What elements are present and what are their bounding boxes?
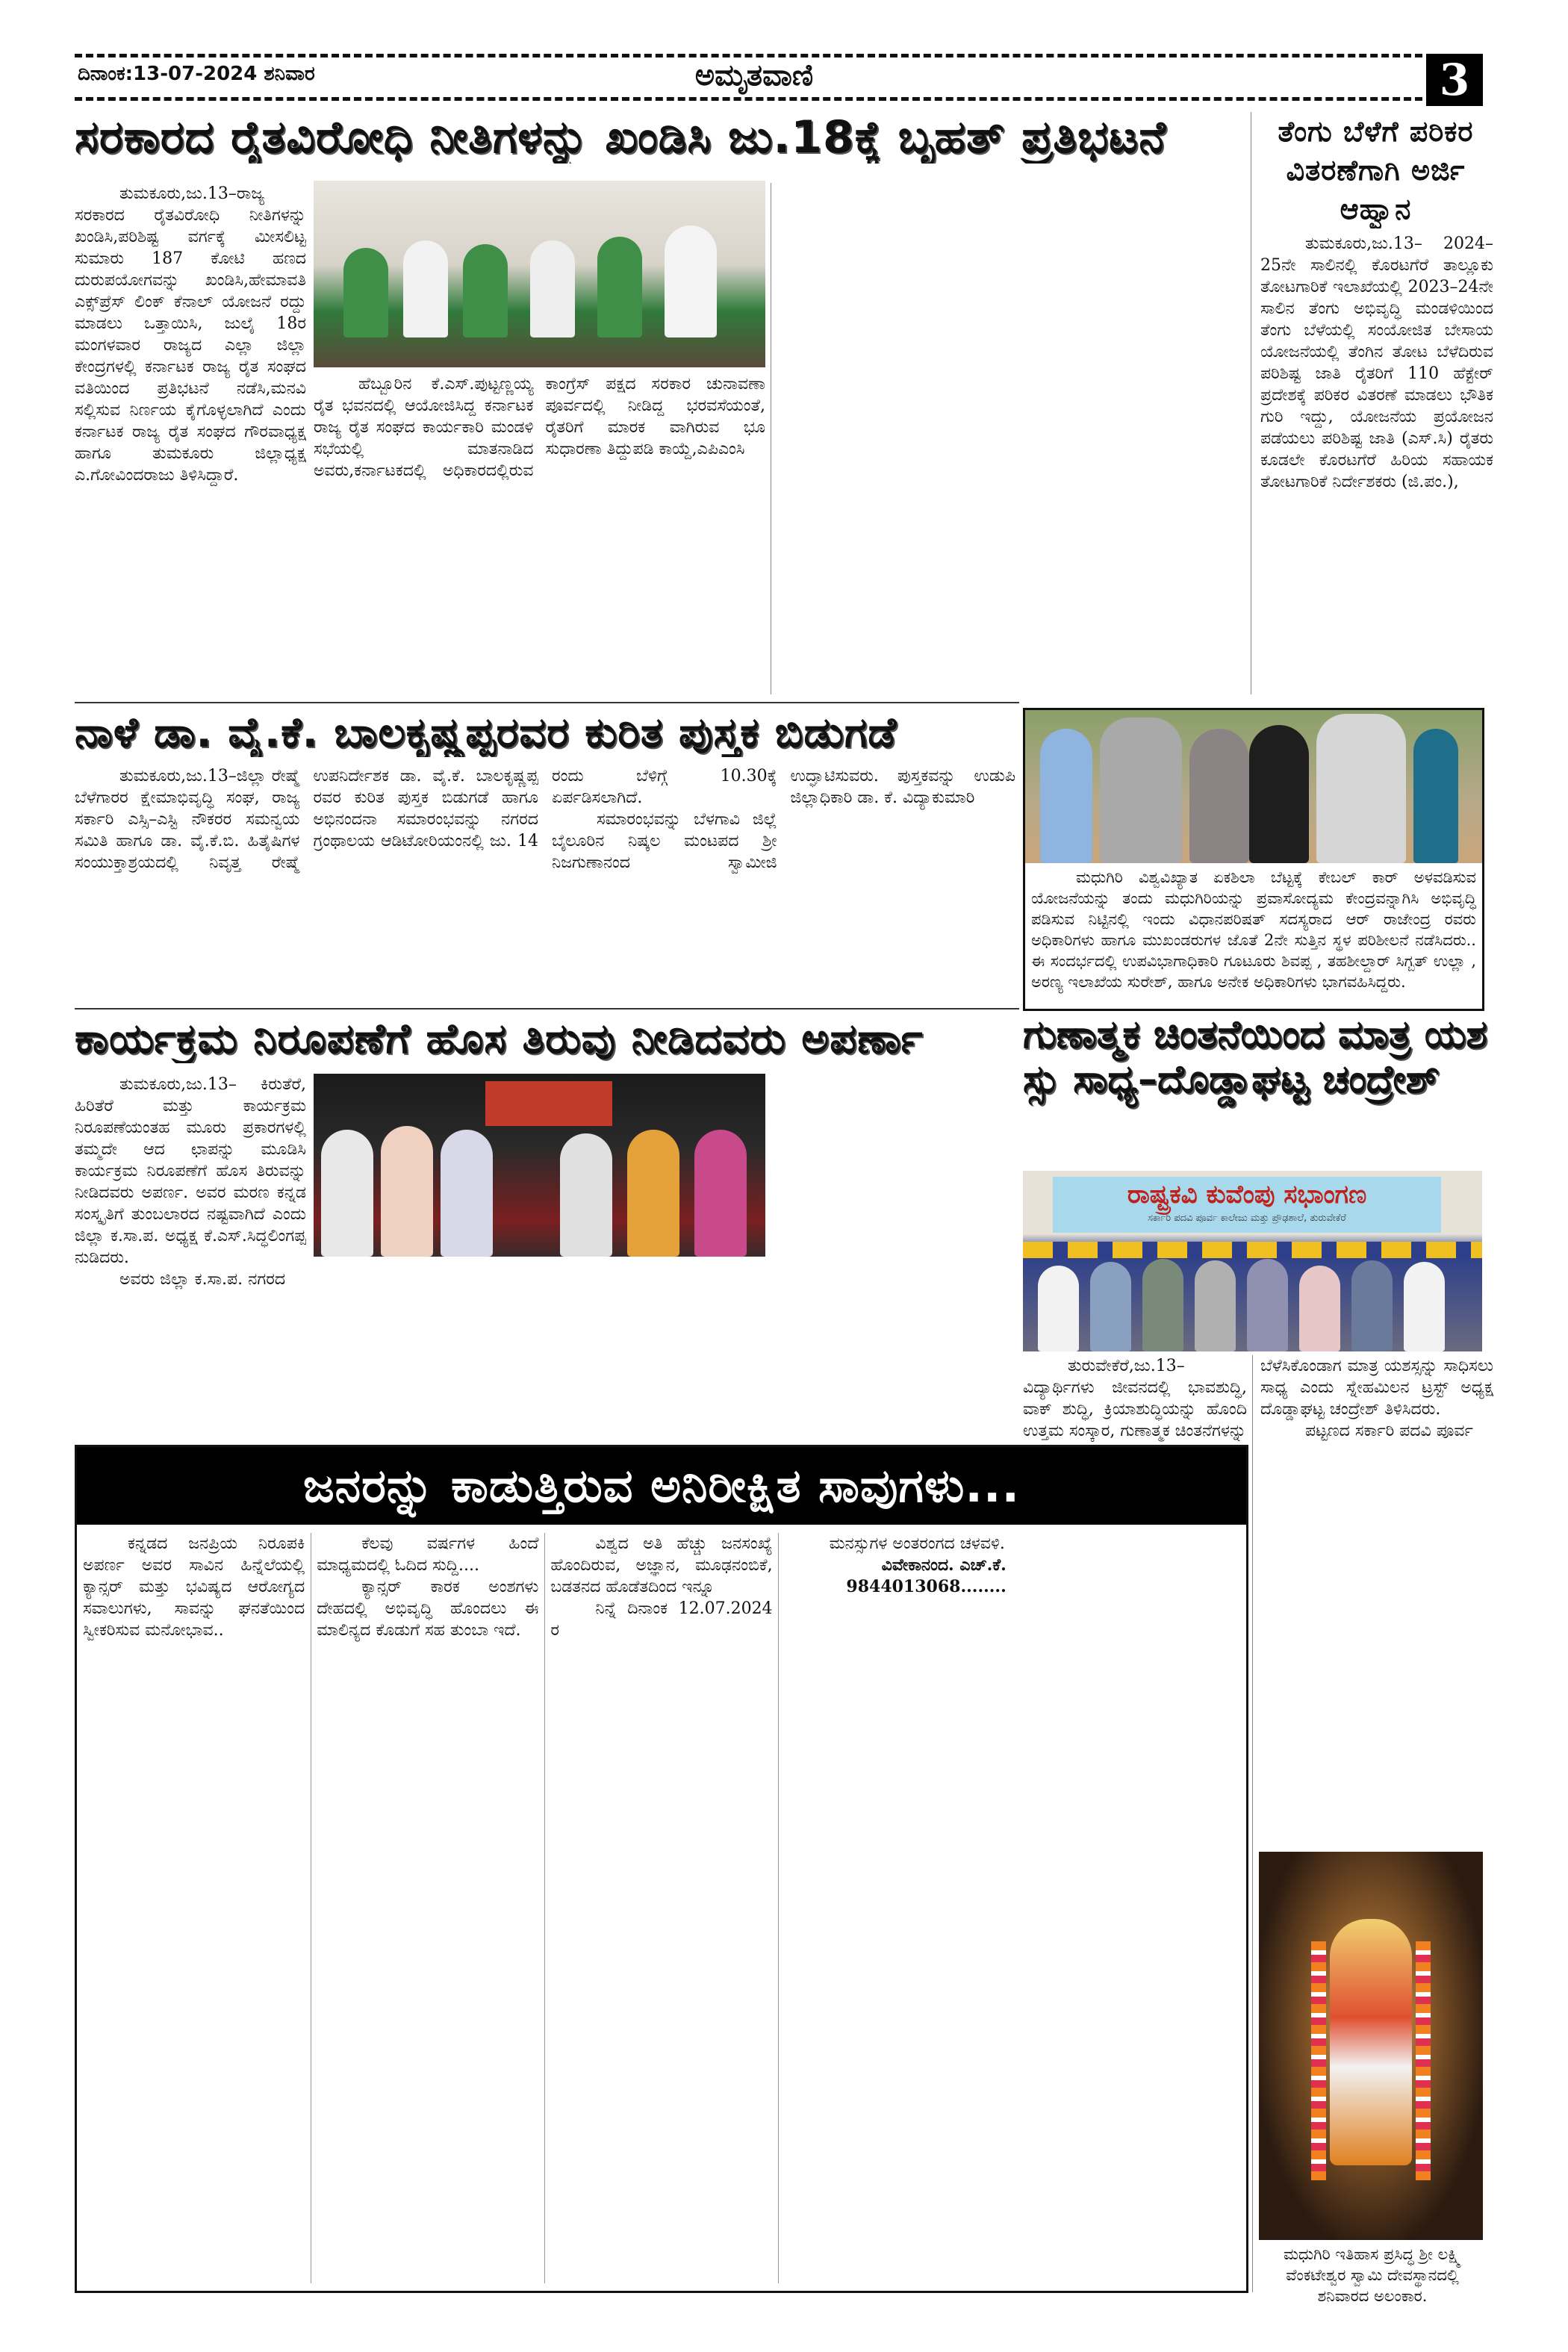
photo-madhugiri-visit [1025, 710, 1482, 863]
paragraph: ತುಮಕೂರು,ಜು.13–ಜಿಲ್ಲಾ ರೇಷ್ಮೆ ಬೆಳೆಗಾರರ ಕ್ಷೇಮಾಭಿವೃದ್ಧಿ ಸಂಘ, ರಾಜ್ಯ ಸರ್ಕಾರಿ ಎಸ್ಸಿ–ಎಸ್ಟಿ ನೌಕರರ ಸಮನ್ವಯ ಸಮಿತಿ ಹಾಗೂ ಡಾ. ವೈ.ಕೆ.ಬಿ. ಹಿತೈಷಿಗಳ ಸಂಯುಕ್ತಾಶ್ರಯದಲ್ಲಿ ನಿವೃತ್ತ ರೇಷ್ಮೆ ಉಪನಿರ್ದೇಶಕ ಡಾ. ವೈ.ಕೆ. ಬಾಲಕೃಷ್ಣಪ್ಪ ರವರ ಕುರಿತ ಪುಸ್ತಕ ಬಿಡುಗಡೆ ಹಾಗೂ ಅಭಿನಂದನಾ ಸಮಾರಂಭವನ್ನು ನಗರದ ಗ್ರಂಥಾಲಯ ಆಡಿಟೋರಿಯಂನಲ್ಲಿ ಜು. 14 ರಂದು ಬೆಳಿಗ್ಗೆ 10.30ಕ್ಕೆ ಏರ್ಪಡಿಸಲಾಗಿದೆ. [75, 767, 777, 872]
photo-kuvempu-hall-group [1023, 1171, 1482, 1351]
author-name: ವಿವೇಕಾನಂದ. ಎಚ್.ಕೆ. [881, 1555, 1007, 1575]
author-phone: 9844013068........ [846, 1577, 1007, 1596]
header-bottom-rule [75, 97, 1422, 101]
headline-farmers-protest: ಸರಕಾರದ ರೈತವಿರೋಧಿ ನೀತಿಗಳನ್ನು ಖಂಡಿಸಿ ಜು.18ಕ್ಕೆ ಬೃಹತ್ ಪ್ರತಿಭಟನೆ [75, 112, 1166, 164]
caption-temple: ಮಧುಗಿರಿ ಇತಿಹಾಸ ಪ್ರಸಿದ್ಧ ಶ್ರೀ ಲಕ್ಷ್ಮಿ ವೆಂಕಟೇಶ್ವರ ಸ್ವಾಮಿ ದೇವಸ್ಥಾನದಲ್ಲಿ ಶನಿವಾರದ ಅಲಂಕಾರ. [1283, 2245, 1462, 2305]
madhugiri-photo-box [1023, 708, 1484, 1011]
headline-unexpected-deaths: ಜನರನ್ನು ಕಾಡುತ್ತಿರುವ ಅನಿರೀಕ್ಷಿತ ಸಾವುಗಳು... [302, 1458, 1021, 1513]
article-farmers-protest-col3 [777, 183, 1243, 694]
photo-aparna-tribute-event [314, 1074, 765, 1257]
paragraph: ನಿನ್ನೆ ದಿನಾಂಕ 12.07.2024 ರ [550, 1599, 773, 1640]
photo-farmers-meeting [314, 181, 765, 367]
paragraph: ಬೆಳೆಸಿಕೊಂಡಾಗ ಮಾತ್ರ ಯಶಸ್ಸನ್ನು ಸಾಧಿಸಲು ಸಾಧ್ಯ ಎಂದು ಸ್ನೇಹಮಿಲನ ಟ್ರಸ್ಟ್ ಅಧ್ಯಕ್ಷ ದೊಡ್ಡಾಘಟ್ಟ ಚಂದ್ರೇಶ್ ತಿಳಿಸಿದರು. [1260, 1357, 1493, 1419]
photo-banner-subtitle: ಸರ್ಕಾರಿ ಪದವಿ ಪೂರ್ವ ಕಾಲೇಜು ಮತ್ತು ಪ್ರೌಢಶಾಲೆ, ತುರುವೇಕೆರೆ [1148, 1213, 1346, 1224]
photo-lakshmi-venkateshwara-temple [1259, 1852, 1483, 2240]
page-number: 3 [1426, 54, 1483, 106]
paragraph: ತುಮಕೂರು,ಜು.13– ಕಿರುತೆರೆ, ಹಿರಿತೆರೆ ಮತ್ತು ಕಾರ್ಯಕ್ರಮ ನಿರೂಪಣೆಯಂತಹ ಮೂರು ಪ್ರಕಾರಗಳಲ್ಲಿ ತಮ್ಮದೇ ಆದ ಛಾಪನ್ನು ಮೂಡಿಸಿ ಕಾರ್ಯಕ್ರಮ ನಿರೂಪಣೆಗೆ ಹೊಸ ತಿರುವನ್ನು ನೀಡಿದವರು ಅಪರ್ಣ. ಅವರ ಮರಣ ಕನ್ನಡ ಸಂಸ್ಕೃತಿಗೆ ತುಂಬಲಾರದ ನಷ್ಟವಾಗಿದೆ ಎಂದು ಜಿಲ್ಲಾ ಕ.ಸಾ.ಪ. ಅಧ್ಯಕ್ಷ ಕೆ.ಎಸ್.ಸಿದ್ಧಲಿಂಗಪ್ಪ ನುಡಿದರು. [75, 1075, 306, 1267]
article-aparna-tribute-col1 [75, 1074, 306, 1440]
paragraph: ಕ್ಯಾನ್ಸರ್ ಕಾರಕ ಅಂಶಗಳು ದೇಹದಲ್ಲಿ ಅಭಿವೃದ್ಧಿ ಹೊಂದಲು ಈ ಮಾಲಿನ್ಯದ ಕೊಡುಗೆ ಸಹ ತುಂಬಾ ಇದೆ. [317, 1578, 539, 1640]
caption-madhugiri-visit: ಮಧುಗಿರಿ ವಿಶ್ವವಿಖ್ಯಾತ ಏಕಶಿಲಾ ಬೆಟ್ಟಕ್ಕೆ ಕೇಬಲ್ ಕಾರ್ ಅಳವಡಿಸುವ ಯೋಜನೆಯನ್ನು ತಂದು ಮಧುಗಿರಿಯನ್ನು ಪ್ರವಾಸೋದ್ಯಮ ಕೇಂದ್ರವನ್ನಾಗಿಸಿ ಅಭಿವೃದ್ಧಿ ಪಡಿಸುವ ನಿಟ್ಟಿನಲ್ಲಿ ಇಂದು ವಿಧಾನಪರಿಷತ್ ಸದಸ್ಯರಾದ ಆರ್ ರಾಜೇಂದ್ರ ರವರು ಅಧಿಕಾರಿಗಳು ಹಾಗೂ ಮುಖಂಡರುಗಳ ಜೊತೆ 2ನೇ ಸುತ್ತಿನ ಸ್ಥಳ ಪರಿಶೀಲನೆ ನಡೆಸಿದರು.. ಈ ಸಂದರ್ಭದಲ್ಲಿ ಉಪವಿಭಾಗಾಧಿಕಾರಿ ಗೂಟೂರು ಶಿವಪ್ಪ , ತಹಶೀಲ್ದಾರ್ ಸಿಗ್ಬತ್ ಉಲ್ಲಾ , ಅರಣ್ಯ ಇಲಾಖೆಯ ಸುರೇಶ್, ಹಾಗೂ ಅನೇಕ ಅಧಿಕಾರಿಗಳು ಭಾಗವಹಿಸಿದ್ದರು. [1031, 868, 1476, 991]
article-unexpected-deaths [83, 1533, 1240, 2283]
article-aparna-tribute-col3 [777, 1074, 1015, 1440]
article-farmers-protest-col1 [75, 183, 306, 698]
section-divider [75, 702, 1019, 703]
paragraph: ತುರುವೇಕೆರೆ,ಜು.13– ವಿದ್ಯಾರ್ಥಿಗಳು ಜೀವನದಲ್ಲಿ ಭಾವಶುದ್ಧಿ, ವಾಕ್ ಶುದ್ಧಿ, ಕ್ರಿಯಾಶುದ್ಧಿಯನ್ನು ಹೊಂದಿ ಉತ್ತಮ ಸಂಸ್ಕಾರ, ಗುಣಾತ್ಮಕ ಚಿಂತನೆಗಳನ್ನು [1023, 1357, 1247, 1440]
article-coconut-application [1260, 233, 1493, 696]
issue-date: ದಿನಾಂಕ:13-07-2024 ಶನಿವಾರ [78, 63, 315, 85]
headline-banner [77, 1447, 1246, 1525]
header-top-rule [75, 54, 1422, 57]
headline-book-release: ನಾಳೆ ಡಾ. ವೈ.ಕೆ. ಬಾಲಕೃಷ್ಣಪ್ಪರವರ ಕುರಿತ ಪುಸ್ತಕ ಬಿಡುಗಡೆ [75, 709, 897, 757]
headline-aparna-tribute: ಕಾರ್ಯಕ್ರಮ ನಿರೂಪಣೆಗೆ ಹೊಸ ತಿರುವು ನೀಡಿದವರು ಅಪರ್ಣಾ [75, 1015, 924, 1063]
paragraph: ಕನ್ನಡದ ಜನಪ್ರಿಯ ನಿರೂಪಕಿ ಅಪರ್ಣ ಅವರ ಸಾವಿನ ಹಿನ್ನೆಲೆಯಲ್ಲಿ ಕ್ಯಾನ್ಸರ್ ಮತ್ತು ಭವಿಷ್ಯದ ಆರೋಗ್ಯದ ಸವಾಲುಗಳು, ಸಾವನ್ನು ಘನತೆಯಿಂದ ಸ್ವೀಕರಿಸುವ ಮನೋಭಾವ.. [83, 1534, 305, 1640]
article-qualitative-thinking-col2 [1260, 1355, 1493, 1833]
headline-qualitative-thinking: ಗುಣಾತ್ಮಕ ಚಿಂತನೆಯಿಂದ ಮಾತ್ರ ಯಶಸ್ಸು ಸಾಧ್ಯ–ದೊಡ್ಡಾಘಟ್ಟ ಚಂದ್ರೇಶ್ [1023, 1012, 1487, 1102]
paragraph: ಅವರು ಜಿಲ್ಲಾ ಕ.ಸಾ.ಪ. ನಗರದ [119, 1270, 286, 1289]
paragraph: ಹೆಬ್ಬೂರಿನ ಕೆ.ಎಸ್.ಪುಟ್ಟಣ್ಣಯ್ಯ ರೈತ ಭವನದಲ್ಲಿ ಆಯೋಜಿಸಿದ್ದ ಕರ್ನಾಟಕ ರಾಜ್ಯ ರೈತ ಸಂಘದ ಕಾರ್ಯಕಾರಿ ಮಂಡಳಿ ಸಭೆಯಲ್ಲಿ ಮಾತನಾಡಿದ ಅವರು,ಕರ್ನಾಟಕದಲ್ಲಿ ಅಧಿಕಾರದಲ್ಲಿರುವ ಕಾಂಗ್ರೆಸ್ ಪಕ್ಷದ ಸರಕಾರ ಚುನಾವಣಾ ಪೂರ್ವದಲ್ಲಿ ನೀಡಿದ್ದ ಭರವಸೆಯಂತೆ, ರೈತರಿಗೆ ಮಾರಕ ವಾಗಿರುವ ಭೂ ಸುಧಾರಣಾ ತಿದ್ದುಪಡಿ ಕಾಯ್ದೆ,ಎಪಿಎಂಸಿ [314, 375, 765, 480]
column-box-unexpected-deaths [75, 1445, 1248, 2293]
column-divider [1252, 1355, 1253, 2292]
paragraph: ವಿಶ್ವದ ಅತಿ ಹೆಚ್ಚು ಜನಸಂಖ್ಯೆ ಹೊಂದಿರುವ, ಅಜ್ಞಾನ, ಮೂಢನಂಬಿಕೆ, ಬಡತನದ ಹೊಡೆತದಿಂದ ಇನ್ನೂ [550, 1534, 773, 1596]
headline-coconut-application: ತೆಂಗು ಬೆಳೆಗೆ ಪರಿಕರ ವಿತರಣೆಗಾಗಿ ಅರ್ಜಿ ಆಹ್ವಾನ [1278, 115, 1474, 225]
masthead: ಅಮೃತವಾಣಿ [694, 58, 814, 93]
photo-banner-title: ರಾಷ್ಟ್ರಕವಿ ಕುವೆಂಪು ಸಭಾಂಗಣ [1127, 1180, 1367, 1210]
article-farmers-protest-col2 [314, 373, 765, 694]
paragraph: ಪಟ್ಟಣದ ಸರ್ಕಾರಿ ಪದವಿ ಪೂರ್ವ [1305, 1422, 1473, 1440]
paragraph: ಮನಸ್ಸುಗಳ ಅಂತರಂಗದ ಚಳವಳಿ. [829, 1534, 1005, 1553]
article-qualitative-thinking-col1 [1023, 1355, 1247, 1443]
paragraph: ಸಮಾರಂಭವನ್ನು ಬೆಳಗಾವಿ ಜಿಲ್ಲೆ ಬೈಲೂರಿನ ನಿಷ್ಕಲ ಮಂಟಪದ ಶ್ರೀ ನಿಜಗುಣಾನಂದ ಸ್ವಾಮೀಜಿ ಉದ್ಘಾಟಿಸುವರು. ಪುಸ್ತಕವನ್ನು ಉಡುಪಿ ಜಿಲ್ಲಾಧಿಕಾರಿ ಡಾ. ಕೆ. ವಿದ್ಯಾಕುಮಾರಿ [552, 767, 1015, 872]
article-aparna-tribute-col2 [314, 1262, 765, 1441]
section-divider [75, 1008, 1019, 1009]
paragraph: ಕೆಲವು ವರ್ಷಗಳ ಹಿಂದೆ ಮಾಧ್ಯಮದಲ್ಲಿ ಓದಿದ ಸುದ್ದಿ.... [317, 1534, 539, 1575]
article-book-release [75, 765, 1015, 997]
paragraph: ತುಮಕೂರು,ಜು.13–ರಾಜ್ಯ ಸರಕಾರದ ರೈತವಿರೋಧಿ ನೀತಿಗಳನ್ನು ಖಂಡಿಸಿ,ಪರಿಶಿಷ್ಟ ವರ್ಗಕ್ಕೆ ಮೀಸಲಿಟ್ಟ ಸುಮಾರು 187 ಕೋಟಿ ಹಣದ ದುರುಪಯೋಗವನ್ನು ಖಂಡಿಸಿ,ಹೇಮಾವತಿ ಎಕ್ಸ್‌ಪ್ರೆಸ್ ಲಿಂಕ್ ಕೆನಾಲ್ ಯೋಜನೆ ರದ್ದು ಮಾಡಲು ಒತ್ತಾಯಿಸಿ, ಜುಲೈ 18ರ ಮಂಗಳವಾರ ರಾಜ್ಯದ ಎಲ್ಲಾ ಜಿಲ್ಲಾ ಕೇಂದ್ರಗಳಲ್ಲಿ ಕರ್ನಾಟಕ ರಾಜ್ಯ ರೈತ ಸಂಘದ ವತಿಯಿಂದ ಪ್ರತಿಭಟನೆ ನಡೆಸಿ,ಮನವಿ ಸಲ್ಲಿಸುವ ನಿರ್ಣಯ ಕೈಗೊಳ್ಳಲಾಗಿದೆ ಎಂದು ಕರ್ನಾಟಕ ರಾಜ್ಯ ರೈತ ಸಂಘದ ಗೌರವಾಧ್ಯಕ್ಷ ಹಾಗೂ ತುಮಕೂರು ಜಿಲ್ಲಾಧ್ಯಕ್ಷ ಎ.ಗೋವಿಂದರಾಜು ತಿಳಿಸಿದ್ದಾರೆ. [75, 184, 306, 485]
paragraph: ತುಮಕೂರು,ಜು.13– 2024–25ನೇ ಸಾಲಿನಲ್ಲಿ ಕೊರಟಗೆರೆ ತಾಲ್ಲೂಕು ತೋಟಗಾರಿಕೆ ಇಲಾಖೆಯಲ್ಲಿ 2023–24ನೇ ಸಾಲಿನ ತೆಂಗು ಅಭಿವೃದ್ಧಿ ಮಂಡಳಿಯಿಂದ ತೆಂಗು ಬೆಳೆಯಲ್ಲಿ ಸಂಯೋಜಿತ ಬೇಸಾಯ ಯೋಜನೆಯಲ್ಲಿ ತೆಂಗಿನ ತೋಟ ಬೆಳೆದಿರುವ ಪರಿಶಿಷ್ಟ ಜಾತಿ ರೈತರಿಗೆ 110 ಹೆಕ್ಟೇರ್ ಪ್ರದೇಶಕ್ಕೆ ಪರಿಕರ ವಿತರಣೆ ಮಾಡಲು ಭೌತಿಕ ಗುರಿ ಇದ್ದು, ಯೋಜನೆಯ ಪ್ರಯೋಜನ ಪಡೆಯಲು ಪರಿಶಿಷ್ಟ ಜಾತಿ (ಎಸ್.ಸಿ) ರೈತರು ಕೂಡಲೇ ಕೊರಟಗೆರೆ ಹಿರಿಯ ಸಹಾಯಕ ತೋಟಗಾರಿಕೆ ನಿರ್ದೇಶಕರು (ಜಿ.ಪಂ.), [1260, 234, 1493, 491]
